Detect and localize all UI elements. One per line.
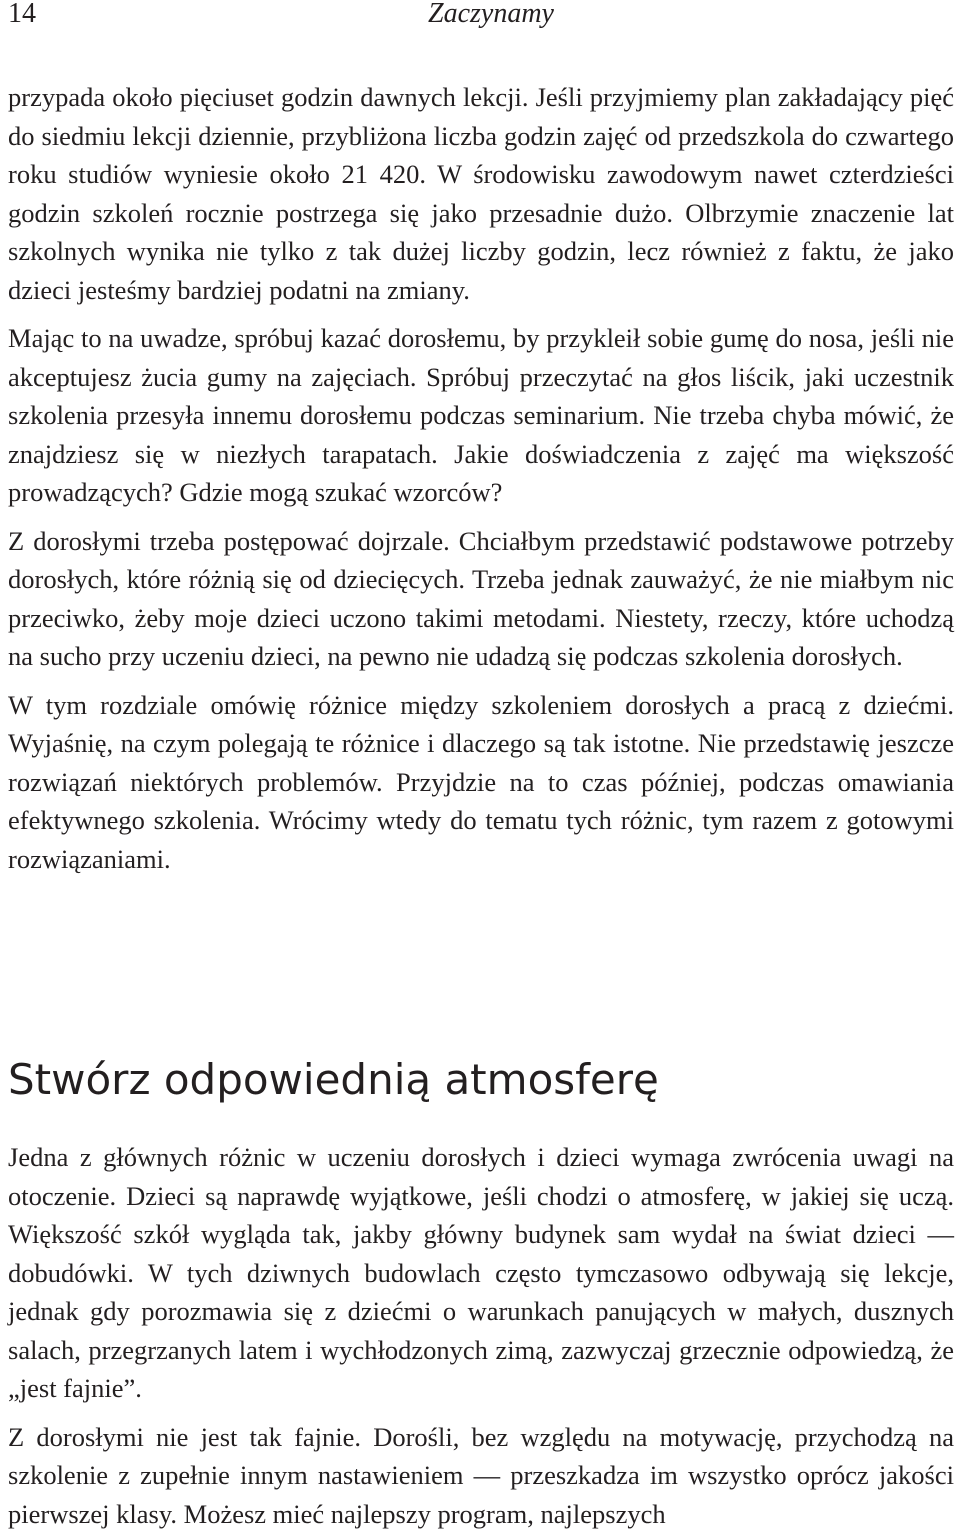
page-number: 14 [8,0,36,29]
section-heading: Stwórz odpowiednią atmosferę [8,1052,659,1108]
paragraph: Z dorosłymi trzeba postępować dojrzale. Chciałbym przedstawić podstawowe potrzeby dorosłych, które różnią się od dziecięcych. Trzeba jednak zauważyć, że nie miałbym nic przeciwko, żeby moje dzieci uczono takimi metodami. Niestety, rzeczy, które uchodzą na sucho przy uczeniu dzieci, na pewno nie udadzą się podczas szkolenia dorosłych. [8,522,954,676]
running-title: Zaczynamy [428,0,554,29]
paragraph: Jedna z głównych różnic w uczeniu dorosłych i dzieci wymaga zwrócenia uwagi na otoczenie. Dzieci są naprawdę wyjątkowe, jeśli chodzi o atmosferę, w jakiej się uczą. Większość szkół wygląda tak, jakby główny budynek sam wydał na świat dzieci — dobudówki. W tych dziwnych budowlach często tymczasowo odbywają się lekcje, jednak gdy porozmawia się z dziećmi o warunkach panujących w małych, dusznych salach, przegrzanych latem i wychłodzonych zimą, zazwyczaj grzecznie odpowiedzą, że „jest fajnie”. [8,1138,954,1408]
page-header [8,0,942,34]
paragraph: przypada około pięciuset godzin dawnych lekcji. Jeśli przyjmiemy plan zakładający pięć do siedmiu lekcji dziennie, przybliżona liczba godzin zajęć od przedszkola do czwartego roku studiów wyniesie około 21 420. W środowisku zawodowym nawet czterdzieści godzin szkoleń rocznie postrzega się jako przesadnie dużo. Olbrzymie znaczenie lat szkolnych wynika nie tylko z tak dużej liczby godzin, lecz również z faktu, że jako dzieci jesteśmy bardziej podatni na zmiany. [8,78,954,309]
body-text-top [8,78,954,878]
paragraph: Z dorosłymi nie jest tak fajnie. Dorośli, bez względu na motywację, przychodzą na szkolenie z zupełnie innym nastawieniem — przeszkadza im wszystko oprócz jakości pierwszej klasy. Możesz mieć najlepszy program, najlepszych [8,1418,954,1533]
paragraph: W tym rozdziale omówię różnice między szkoleniem dorosłych a pracą z dziećmi. Wyjaśnię, na czym polegają te różnice i dlaczego są tak istotne. Nie przedstawię jeszcze rozwiązań niektórych problemów. Przyjdzie na to czas później, podczas omawiania efektywnego szkolenia. Wrócimy wtedy do tematu tych różnic, tym razem z gotowymi rozwiązaniami. [8,686,954,879]
paragraph: Mając to na uwadze, spróbuj kazać dorosłemu, by przykleił sobie gumę do nosa, jeśli nie akceptujesz żucia gumy na zajęciach. Spróbuj przeczytać na głos liścik, jaki uczestnik szkolenia przesyła innemu dorosłemu podczas seminarium. Nie trzeba chyba mówić, że znajdziesz się w niezłych tarapatach. Jakie doświadczenia z zajęć ma większość prowadzących? Gdzie mogą szukać wzorców? [8,319,954,512]
body-text-section [8,1138,954,1533]
